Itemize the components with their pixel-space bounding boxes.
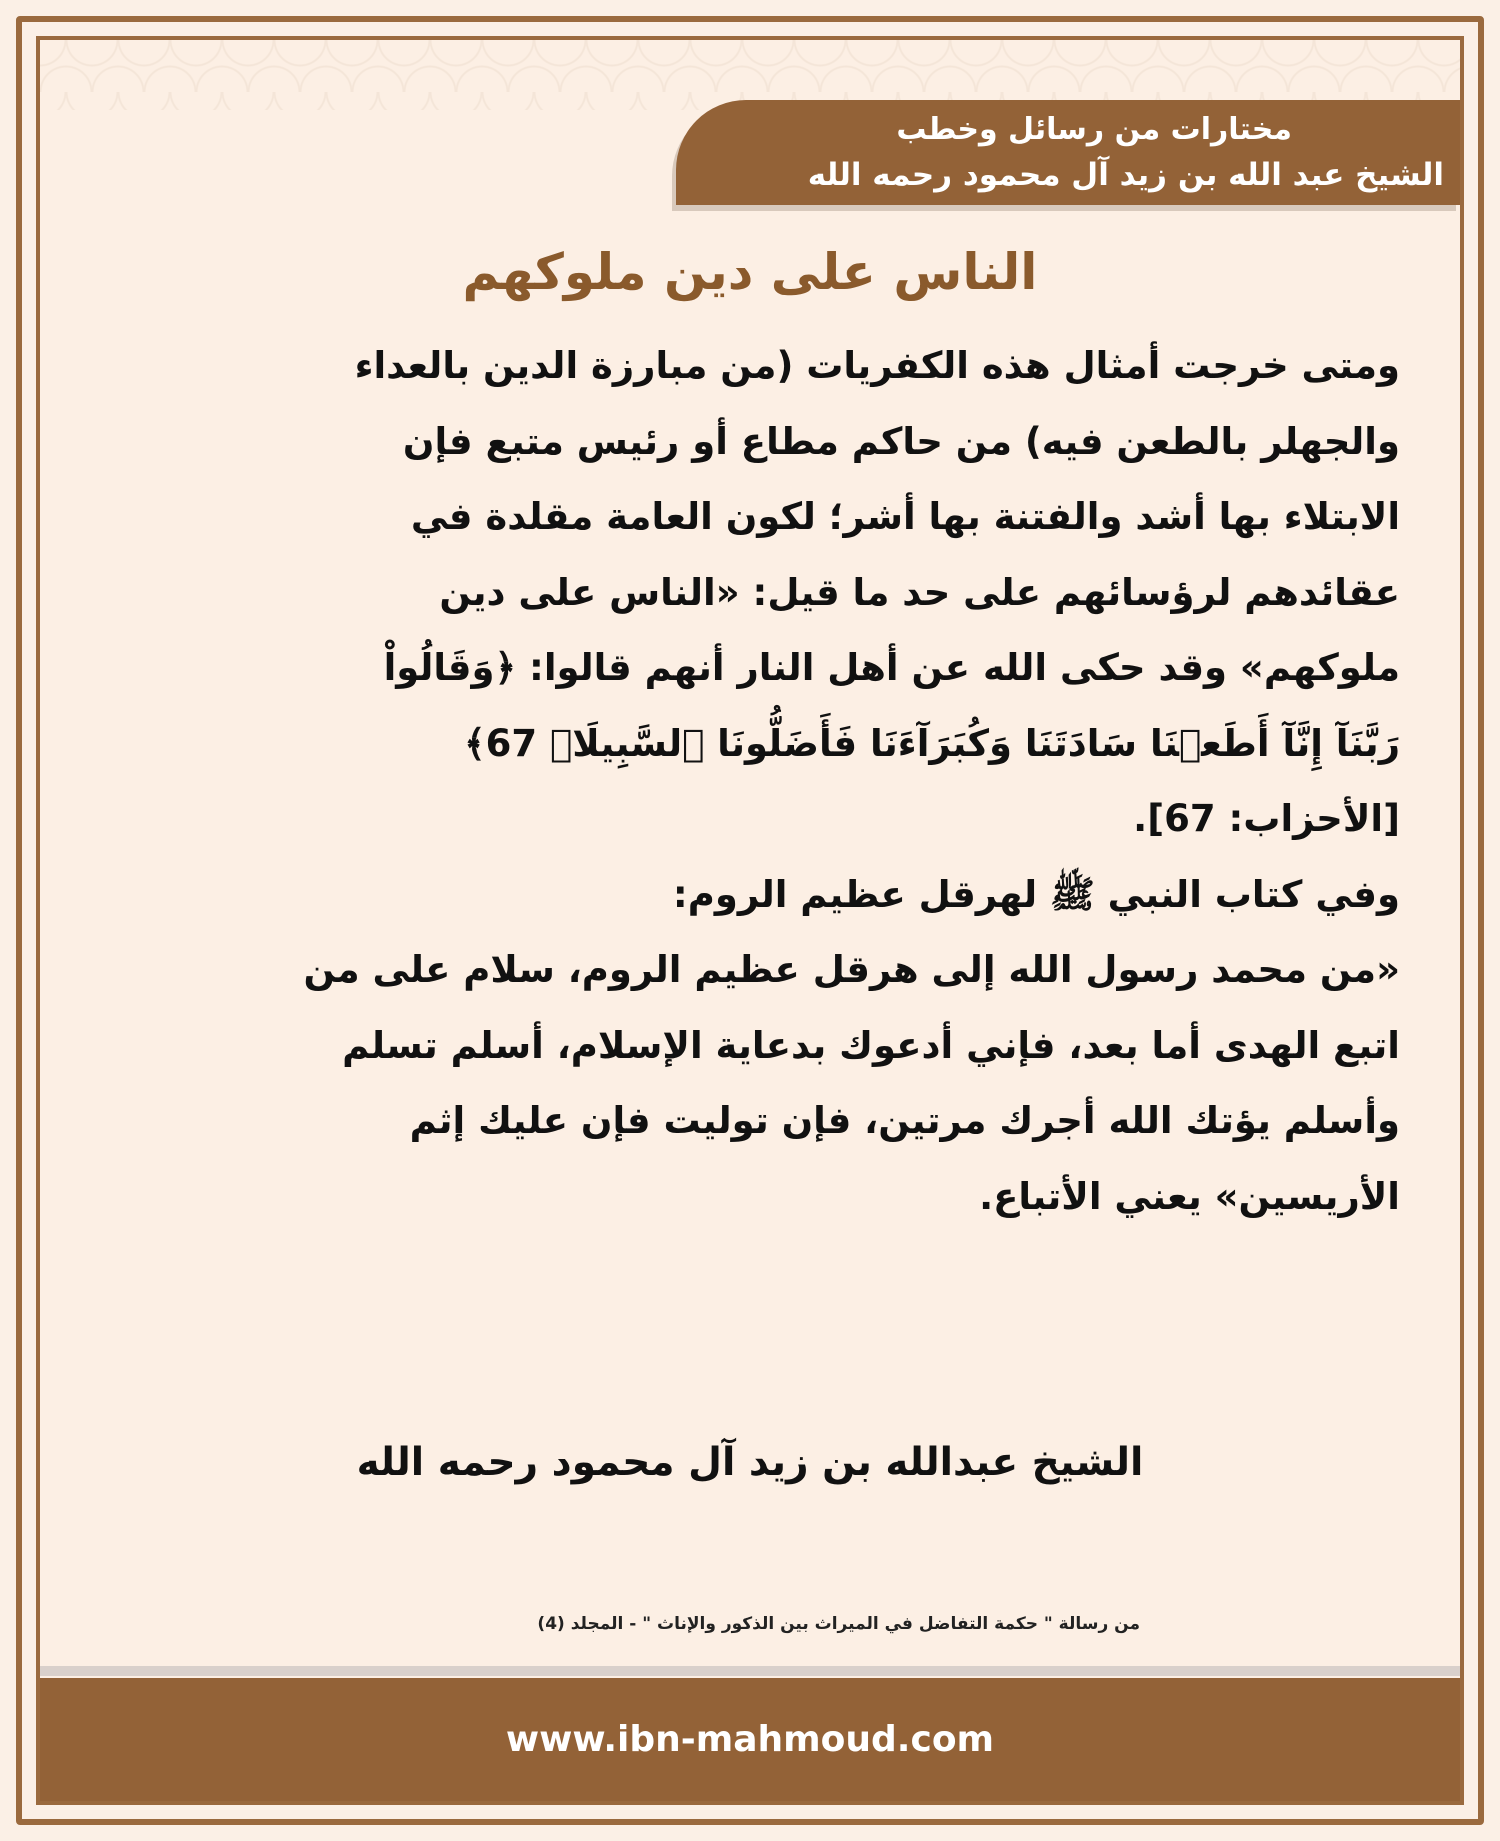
body-line: والجهلر بالطعن فيه) من حاكم مطاع أو رئيس متبع فإن	[402, 419, 1400, 463]
hadith-line: «من محمد رسول الله إلى هرقل عظيم الروم، سلام على من	[303, 948, 1400, 991]
source-citation: من رسالة " حكمة التفاضل في الميراث بين الذكور والإناث " - المجلد (4)	[537, 1614, 1140, 1634]
body-line: عقائدهم لرؤسائهم على حد ما قيل: «الناس على دين	[439, 570, 1400, 614]
website-link[interactable]: www.ibn-mahmoud.com	[505, 1719, 995, 1760]
quran-verse-line: رَبَّنَآ إِنَّآ أَطَعۡنَا سَادَتَنَا وَكُبَرَآءَنَا فَأَضَلُّونَا ٱلسَّبِيلَا۠ 67﴾	[463, 721, 1400, 765]
article-body	[130, 328, 1400, 1234]
body-line: ملوكهم» وقد حكى الله عن أهل النار أنهم قالوا: ﴿وَقَالُواْ	[383, 646, 1400, 689]
body-line: الابتلاء بها أشد والفتنة بها أشر؛ لكون العامة مقلدة في	[410, 495, 1400, 538]
body-line: ومتى خرجت أمثال هذه الكفريات (من مبارزة الدين بالعداء	[354, 344, 1400, 387]
author-signature: الشيخ عبدالله بن زيد آل محمود رحمه الله	[356, 1440, 1144, 1485]
hadith-line: وأسلم يؤتك الله أجرك مرتين، فإن توليت فإن عليك إثم	[409, 1099, 1400, 1142]
footer-divider	[40, 1666, 1460, 1676]
header-banner	[676, 100, 1460, 205]
article-title: الناس على دين ملوكهم	[462, 243, 1038, 301]
header-author-name: الشيخ عبد الله بن زيد آل محمود رحمه الله	[807, 157, 1444, 193]
header-series-title: مختارات من رسائل وخطب	[896, 112, 1292, 147]
hadith-line: اتبع الهدى أما بعد، فإني أدعوك بدعاية الإسلام، أسلم تسلم	[342, 1023, 1400, 1067]
body-line: وفي كتاب النبي ﷺ لهرقل عظيم الروم:	[672, 872, 1400, 916]
hadith-line: الأريسين» يعني الأتباع.	[979, 1174, 1400, 1218]
footer-bar	[40, 1678, 1460, 1801]
verse-reference: [الأحزاب: 67].	[1133, 797, 1400, 840]
